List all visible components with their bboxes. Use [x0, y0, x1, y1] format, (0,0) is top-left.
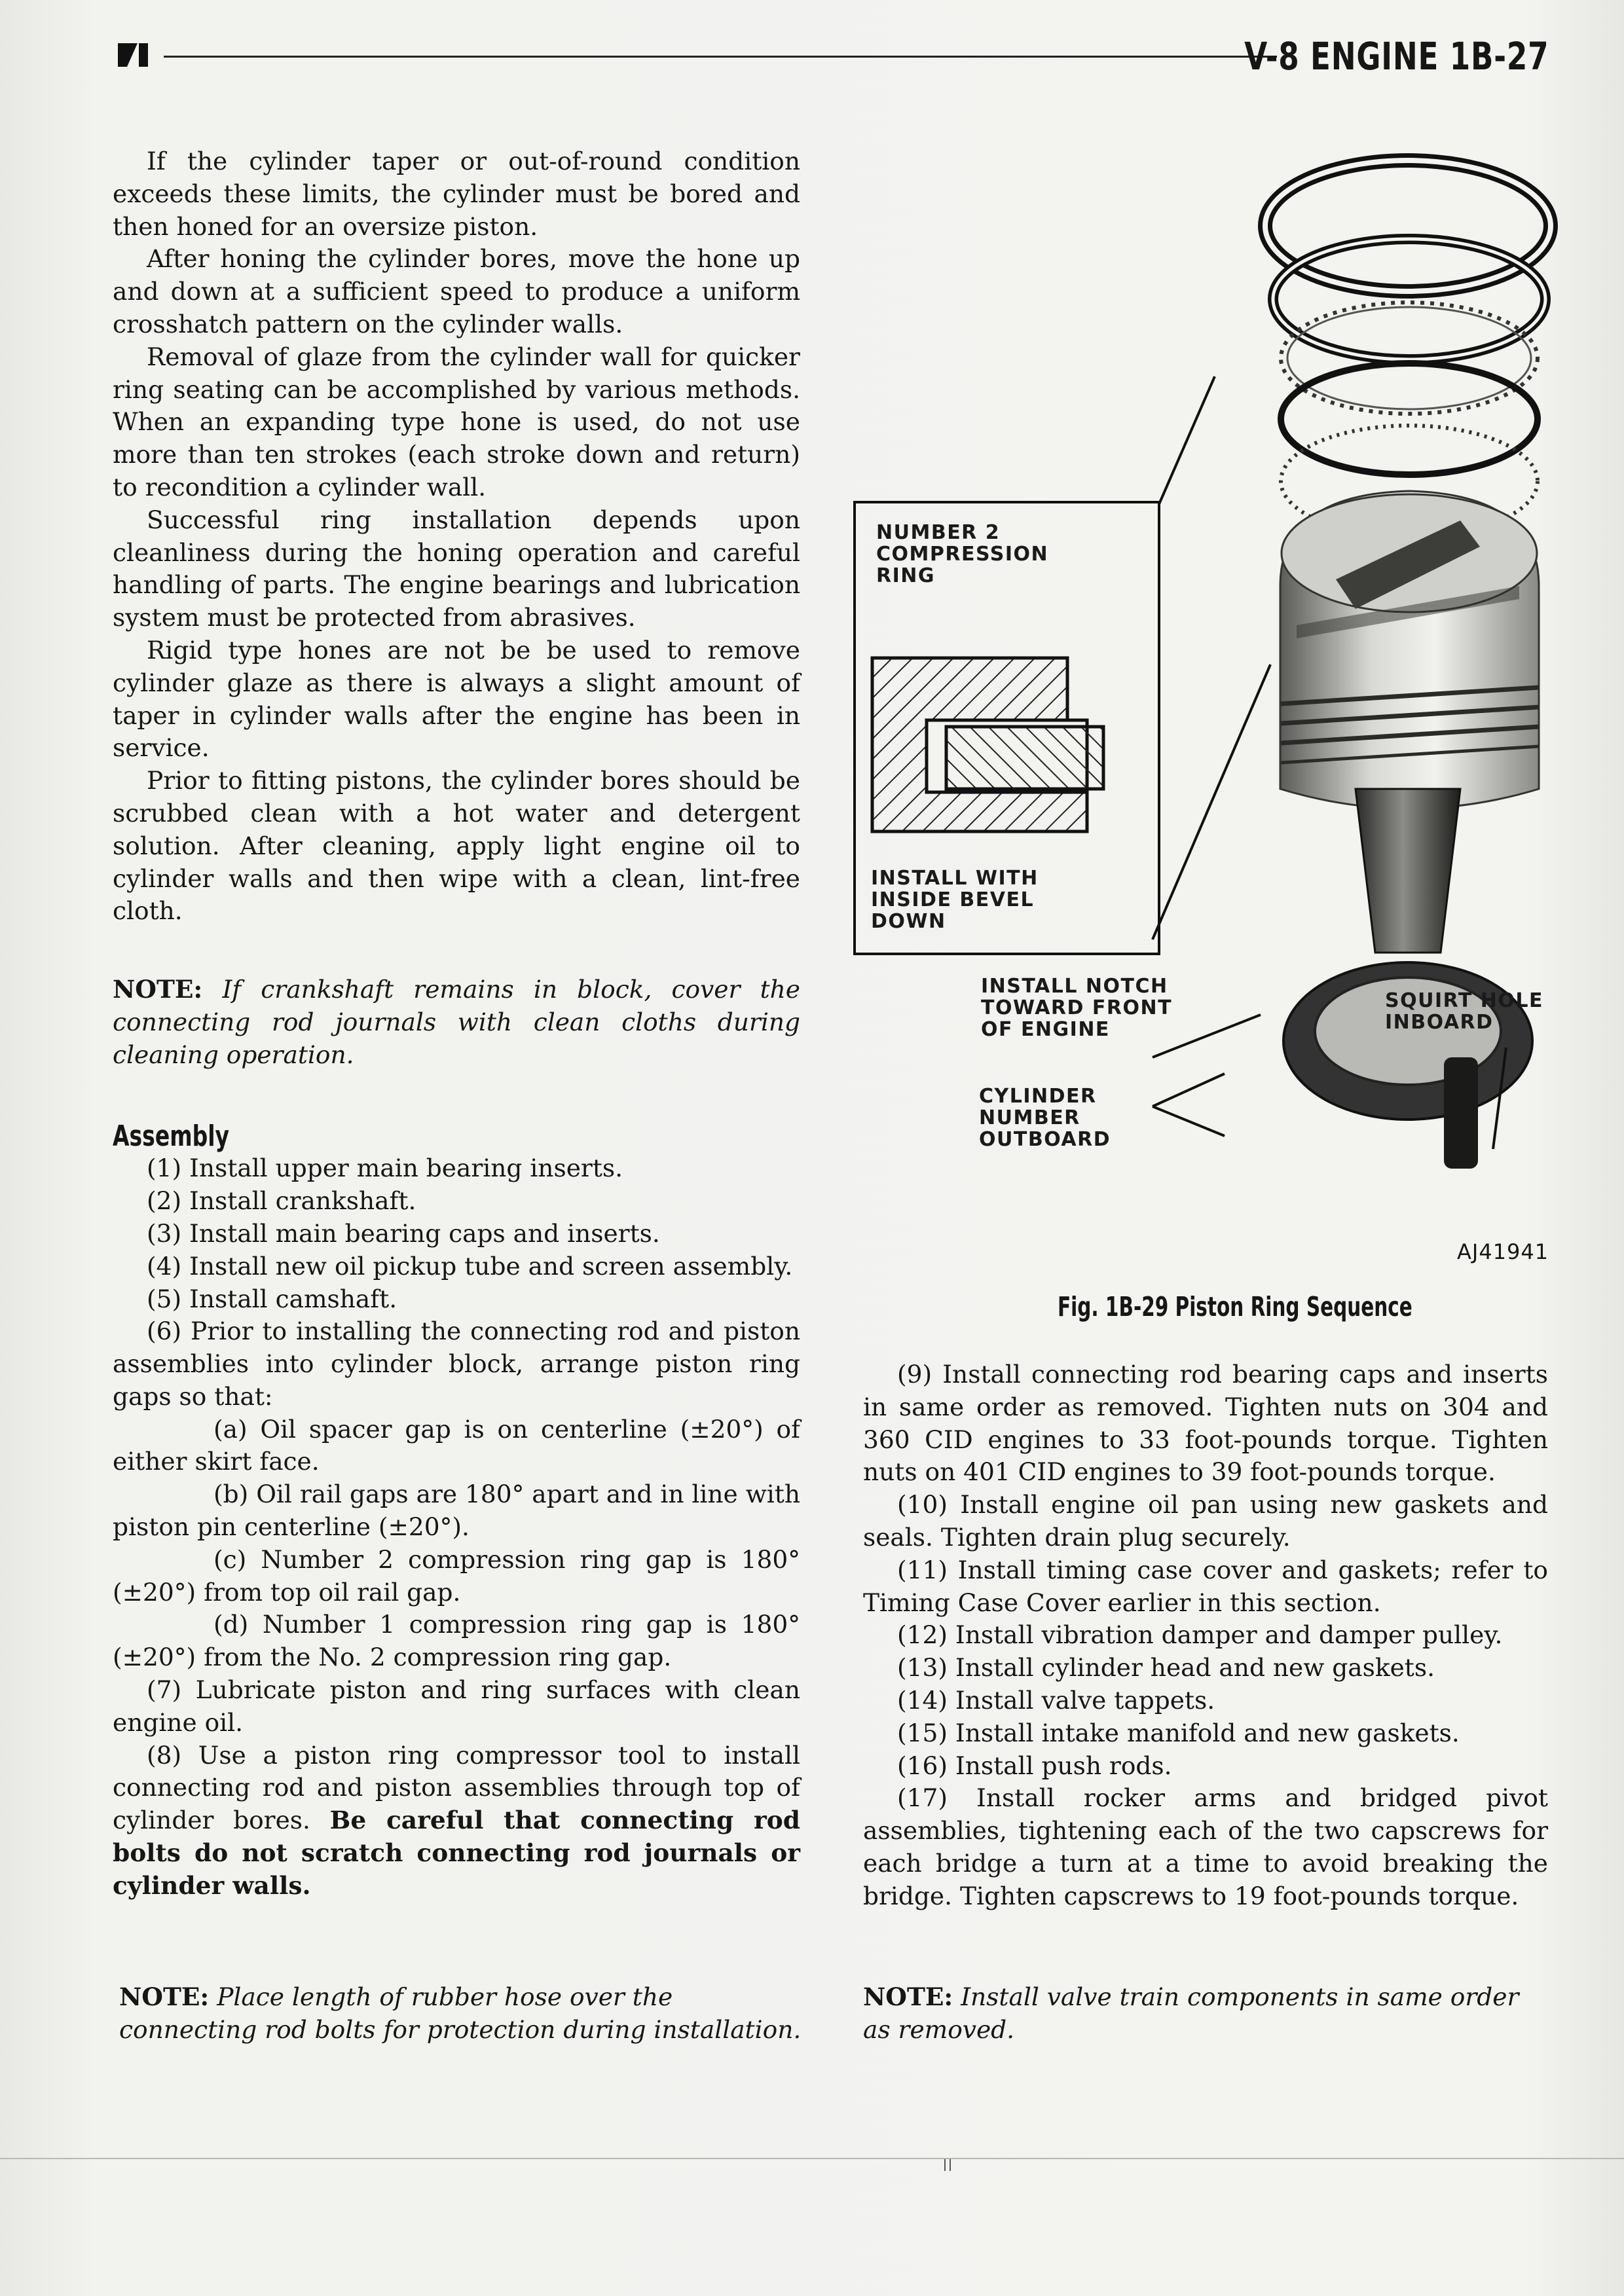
step-12: (12) Install vibration damper and damper pulley. — [897, 1620, 1503, 1650]
sub-step-a: (a) Oil spacer gap is on centerline (±20°) of either skirt face. — [113, 1414, 800, 1476]
paragraph-1: If the cylinder taper or out-of-round condition exceeds these limits, the cylinder must be bored and then honed for an oversize piston. — [113, 147, 800, 241]
step-8-warning: Be careful that connecting rod bolts do not scratch connecting rod journals or cylinder walls. — [113, 1806, 801, 1900]
piston-icon — [1280, 491, 1539, 809]
top-compression-ring-icon — [1265, 160, 1551, 291]
step-17: (17) Install rocker arms and bridged pivot assemblies, tightening each of the two capscrews for each bridge a turn at a time to avoid breaking the bridge. Tighten capscrews to 19 foot-pounds torque. — [863, 1783, 1548, 1910]
corner-mark-icon — [118, 41, 157, 69]
paragraph-5: Rigid type hones are not be be used to remove cylinder glaze as there is always a slight amount of taper in cylinder walls after the engine has been in service. — [113, 635, 800, 763]
left-column — [113, 145, 800, 1903]
label-squirt-hole: SQUIRT HOLE INBOARD — [1385, 989, 1544, 1034]
step-5: (5) Install camshaft. — [147, 1284, 397, 1313]
second-compression-ring-icon — [1273, 239, 1545, 359]
step-9: (9) Install connecting rod bearing caps and inserts in same order as removed. Tighten nuts on 304 and 360 CID engines to 33 foot-pounds torque. Tighten nuts on 401 CID engines to 39 foot-pounds torque. — [863, 1360, 1548, 1487]
figure-id: AJ41941 — [1457, 1239, 1549, 1264]
note-valve-train: NOTE: Install valve train components in same order as removed. — [863, 1982, 1519, 2044]
label-cylinder-number: CYLINDER NUMBER OUTBOARD — [979, 1085, 1111, 1151]
piston-ring-figure — [851, 128, 1565, 1306]
sub-step-d: (d) Number 1 compression ring gap is 180° (±20°) from the No. 2 compression ring gap. — [113, 1610, 800, 1672]
step-11: (11) Install timing case cover and gaskets; refer to Timing Case Cover earlier in this section. — [863, 1555, 1548, 1617]
right-column — [863, 1358, 1548, 1913]
step-15: (15) Install intake manifold and new gaskets. — [897, 1718, 1460, 1747]
binding-mark — [944, 2159, 951, 2171]
paragraph-2: After honing the cylinder bores, move the hone up and down at a sufficient speed to produce a uniform crosshatch pattern on the cylinder walls. — [113, 244, 800, 338]
figure-caption: Fig. 1B-29 Piston Ring Sequence — [1058, 1291, 1412, 1322]
step-6: (6) Prior to installing the connecting rod and piston assemblies into cylinder block, arrange piston ring gaps so that: — [113, 1317, 800, 1411]
header-rule — [164, 56, 1277, 58]
step-3: (3) Install main bearing caps and inserts. — [147, 1218, 660, 1248]
ring-cross-section-icon — [872, 658, 1103, 831]
step-8: (8) Use a piston ring compressor tool to install connecting rod and piston assemblies through top of cylinder bores. Be careful that connecting rod bolts do not scratch connecting rod journals or cylinder walls. — [113, 1740, 801, 1900]
step-2: (2) Install crankshaft. — [147, 1186, 416, 1216]
step-13: (13) Install cylinder head and new gaskets. — [897, 1653, 1435, 1683]
page-header-title: V-8 ENGINE 1B-27 — [1244, 34, 1549, 79]
page-bottom-edge — [0, 2158, 1624, 2159]
step-16: (16) Install push rods. — [897, 1751, 1172, 1780]
note-rubber-hose: NOTE: Place length of rubber hose over the connecting rod bolts for protection during installation. — [119, 1982, 802, 2044]
label-inside-bevel: INSTALL WITH INSIDE BEVEL DOWN — [871, 867, 1039, 933]
step-7: (7) Lubricate piston and ring surfaces with clean engine oil. — [113, 1675, 800, 1737]
paragraph-4: Successful ring installation depends upon cleanliness during the honing operation and careful handling of parts. The engine bearings and lubrication system must be protected from abrasives. — [113, 505, 800, 632]
note-text: If crankshaft remains in block, cover the connecting rod journals with clean cloths during cleaning operation. — [113, 975, 800, 1069]
sub-step-c: (c) Number 2 compression ring gap is 180° (±20°) from top oil rail gap. — [113, 1544, 800, 1607]
note-crankshaft — [113, 974, 800, 1071]
paragraph-6: Prior to fitting pistons, the cylinder bores should be scrubbed clean with a hot water and detergent solution. After cleaning, apply light engine oil to cylinder walls and then wipe with a clean, lint-free cloth. — [113, 766, 800, 926]
assembly-heading: Assembly — [113, 1119, 230, 1153]
connecting-rod-icon — [1283, 789, 1532, 1169]
step-4: (4) Install new oil pickup tube and screen assembly. — [147, 1251, 793, 1281]
sub-step-b: (b) Oil rail gaps are 180° apart and in line with piston pin centerline (±20°). — [113, 1480, 801, 1542]
step-14: (14) Install valve tappets. — [897, 1685, 1215, 1715]
label-number2-ring: NUMBER 2 COMPRESSION RING — [876, 521, 1049, 587]
step-10: (10) Install engine oil pan using new gaskets and seals. Tighten drain plug securely. — [863, 1490, 1548, 1552]
step-1: (1) Install upper main bearing inserts. — [147, 1154, 623, 1183]
paragraph-3: Removal of glaze from the cylinder wall for quicker ring seating can be accomplished by various methods. When an expanding type hone is used, do not use more than ten strokes (each stroke down and return) to recondition a cylinder wall. — [113, 342, 800, 501]
label-install-notch: INSTALL NOTCH TOWARD FRONT OF ENGINE — [981, 975, 1173, 1041]
note-label: NOTE: — [113, 975, 203, 1004]
